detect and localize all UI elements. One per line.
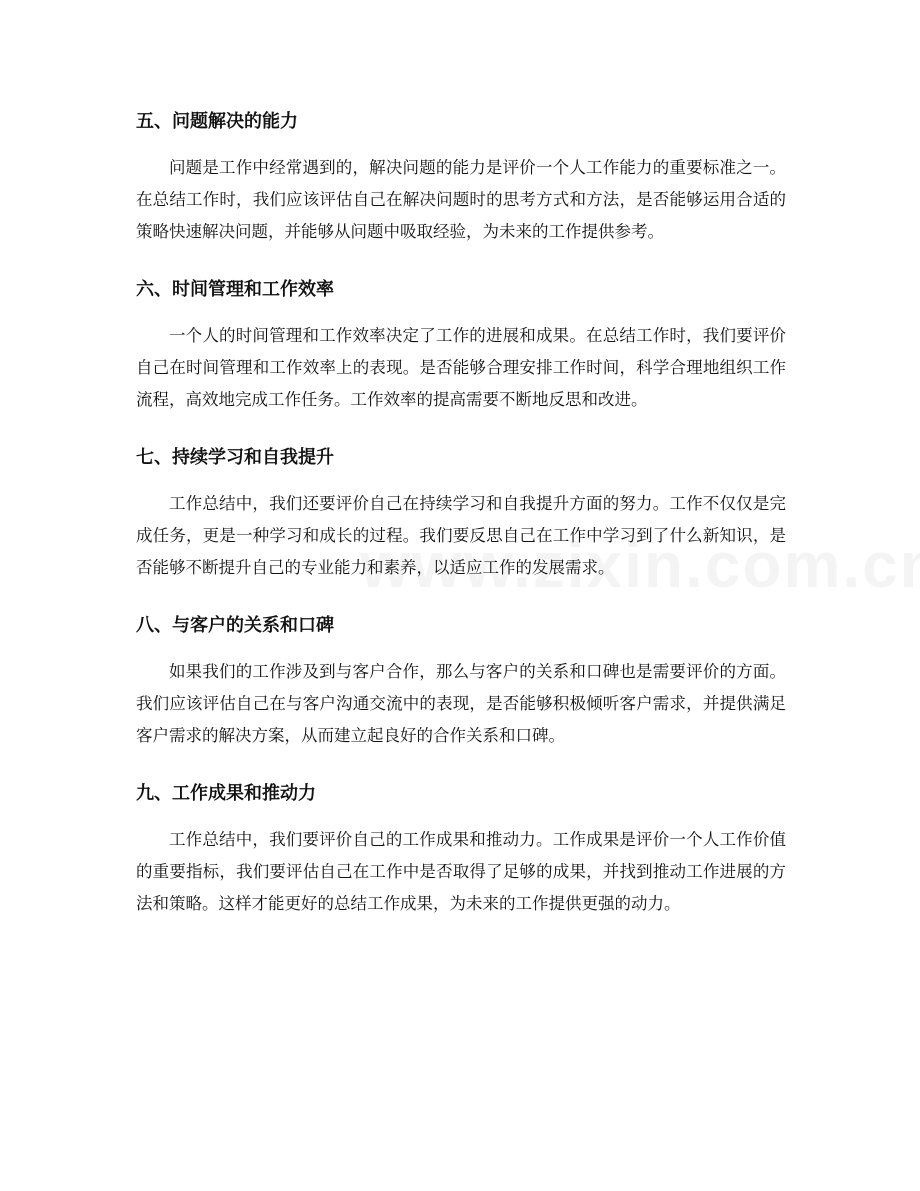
section-heading: 七、持续学习和自我提升 (136, 447, 334, 468)
section-paragraph: 如果我们的工作涉及到与客户合作，那么与客户的关系和口碑也是需要评价的方面。我们应该评估自己在与客户沟通交流中的表现，是否能够积极倾听客户需求，并提供满足客户需求的解决方案，从而建立起良好的合作关系和口碑。 (136, 662, 786, 745)
section-paragraph: 问题是工作中经常遇到的，解决问题的能力是评价一个人工作能力的重要标准之一。在总结工作时，我们应该评估自己在解决问题时的思考方式和方法，是否能够运用合适的策略快速解决问题，并能够从问题中吸取经验，为未来的工作提供参考。 (136, 158, 786, 241)
section-paragraph: 工作总结中，我们要评价自己的工作成果和推动力。工作成果是评价一个人工作价值的重要指标，我们要评估自己在工作中是否取得了足够的成果，并找到推动工作进展的方法和策略。这样才能更好的总结工作成果，为未来的工作提供更强的动力。 (136, 830, 786, 913)
section-paragraph: 工作总结中，我们还要评价自己在持续学习和自我提升方面的努力。工作不仅仅是完成任务，更是一种学习和成长的过程。我们要反思自己在工作中学习到了什么新知识，是否能够不断提升自己的专业能力和素养，以适应工作的发展需求。 (136, 494, 786, 577)
section-7 (136, 440, 786, 584)
section-9 (136, 776, 786, 920)
section-8 (136, 608, 786, 752)
section-heading: 六、时间管理和工作效率 (136, 279, 334, 300)
section-heading: 八、与客户的关系和口碑 (136, 615, 334, 636)
section-6 (136, 272, 786, 416)
document-content (136, 104, 786, 944)
section-5 (136, 104, 786, 248)
section-paragraph: 一个人的时间管理和工作效率决定了工作的进展和成果。在总结工作时，我们要评价自己在时间管理和工作效率上的表现。是否能够合理安排工作时间，科学合理地组织工作流程，高效地完成工作任务。工作效率的提高需要不断地反思和改进。 (136, 326, 786, 409)
section-heading: 九、工作成果和推动力 (136, 783, 316, 804)
section-heading: 五、问题解决的能力 (136, 111, 298, 132)
